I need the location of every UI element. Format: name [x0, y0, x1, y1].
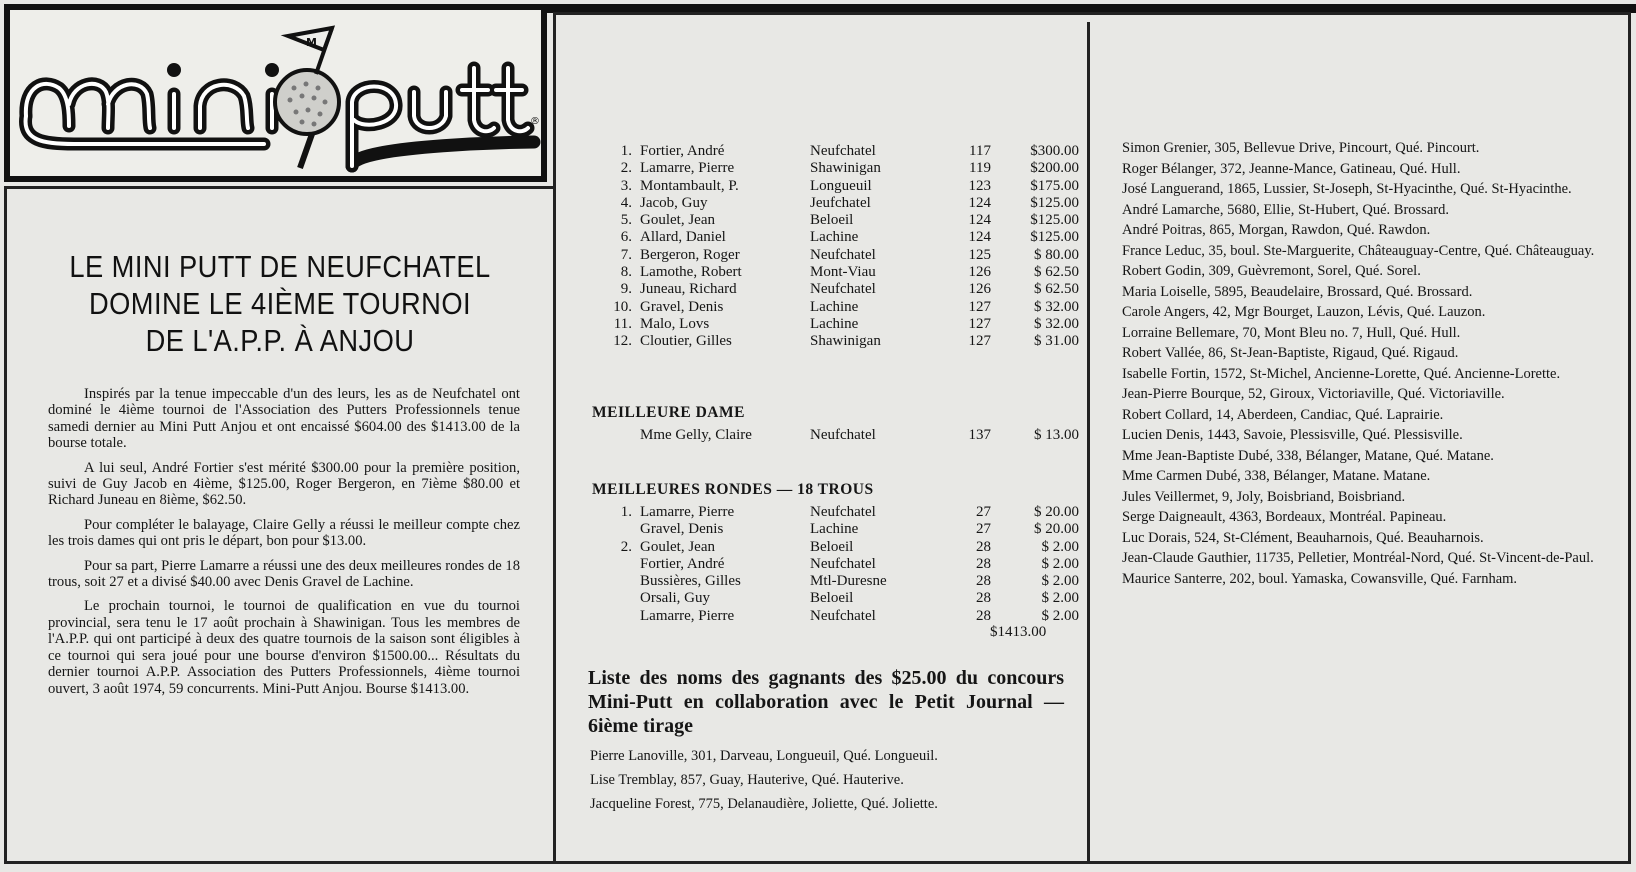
result-rank: 1. [620, 143, 632, 159]
result-row [590, 521, 1079, 538]
player-name: Malo, Lovs [640, 315, 710, 332]
best-rounds-table [590, 504, 1079, 625]
club-name: Neufchatel [810, 607, 876, 624]
winner-entry: Lorraine Bellemare, 70, Mont Bleu no. 7, Hull, Qué. Hull. [1122, 324, 1461, 341]
winner-entry: Mme Carmen Dubé, 338, Bélanger, Matane. Matane. [1122, 468, 1431, 484]
player-name: Fortier, André [640, 555, 725, 572]
player-score: 137 [968, 427, 991, 443]
headline-line-2: DOMINE LE 4IÈME TOURNOI [88, 286, 472, 321]
winner-entry: Luc Dorais, 524, St-Clément, Beauharnois, Qué. Beauharnois. [1122, 529, 1484, 546]
club-name: Lachine [810, 298, 859, 315]
prize-amount: $ 2.00 [1041, 538, 1079, 555]
winner-entry: Maurice Santerre, 202, boul. Yamaska, Cowansville, Qué. Farnham. [1122, 570, 1518, 587]
winner-entry: Jean-Pierre Bourque, 52, Giroux, Victoriaville, Qué. Victoriaville. [1122, 386, 1505, 402]
player-name: Cloutier, Gilles [640, 333, 732, 350]
prize-amount: $125.00 [1030, 229, 1079, 246]
winner-entry: Mme Jean-Baptiste Dubé, 338, Bélanger, Matane, Qué. Matane. [1122, 447, 1494, 464]
player-score: 27 [976, 521, 991, 538]
result-row [590, 608, 1079, 625]
winner-entry: Lise Tremblay, 857, Guay, Hauterive, Qué. Hauterive. [590, 772, 904, 788]
result-rank: 2. [620, 160, 632, 177]
player-score: 27 [976, 504, 991, 520]
prize-amount: $ 31.00 [1034, 333, 1079, 350]
article-paragraph: Inspirés par la tenue impeccable d'un des leurs, les as de Neufchatel ont dominé le 4ième tournoi de l'Association des Putters Professionnels tenue samedi dernier au Mini Putt Anjou et ont encaissé $604.00 des $1413.00 de la bourse totale. [48, 386, 520, 452]
player-score: 28 [976, 573, 991, 590]
winner-entry: Roger Bélanger, 372, Jeanne-Mance, Gatineau, Qué. Hull. [1122, 160, 1461, 177]
headline [60, 248, 500, 359]
player-score: 28 [976, 538, 991, 555]
article-paragraph: Pour compléter le balayage, Claire Gelly a réussi le meilleur compte chez les trois dames qui ont pris le départ, bon pour $13.00. [48, 516, 520, 550]
player-name: Bergeron, Roger [640, 246, 740, 263]
prize-amount: $125.00 [1030, 194, 1079, 211]
result-rank: 4. [620, 194, 632, 211]
player-score: 127 [968, 298, 991, 315]
prize-amount: $175.00 [1030, 177, 1079, 194]
result-rank: 1. [620, 504, 632, 520]
winners-list-right [1122, 140, 1598, 591]
player-score: 127 [968, 315, 991, 332]
winner-entry: Jean-Claude Gauthier, 11735, Pelletier, Montréal-Nord, Qué. St-Vincent-de-Paul. [1122, 550, 1594, 566]
result-row [590, 316, 1079, 333]
result-row [590, 504, 1079, 521]
winners-list-left [590, 744, 1070, 816]
player-name: Fortier, André [640, 143, 725, 159]
prize-amount: $ 2.00 [1041, 607, 1079, 624]
club-name: Neufchatel [810, 246, 876, 263]
prize-amount: $ 20.00 [1034, 504, 1079, 520]
result-row [590, 590, 1079, 607]
result-row [590, 195, 1079, 212]
winner-entry: Lucien Denis, 1443, Savoie, Plessisville, Qué. Plessisville. [1122, 427, 1463, 443]
result-row [590, 160, 1079, 177]
winner-entry: Robert Vallée, 86, St-Jean-Baptiste, Rigaud, Qué. Rigaud. [1122, 345, 1459, 361]
prize-amount: $ 2.00 [1041, 590, 1079, 607]
player-name: Lamarre, Pierre [640, 607, 735, 624]
winners-title: Liste des noms des gagnants des $25.00 du concours Mini-Putt en collaboration avec le Petit Journal — 6ième tirage [588, 667, 1064, 737]
mini-putt-logo-graphic [14, 16, 544, 181]
result-rank: 10. [613, 298, 632, 315]
best-rounds-title: MEILLEURES RONDES — 18 TROUS [592, 481, 874, 498]
club-name: Shawinigan [810, 160, 881, 177]
trademark-symbol: ® [530, 116, 540, 127]
result-row [590, 229, 1079, 246]
result-row [590, 299, 1079, 316]
prize-amount: $ 32.00 [1034, 298, 1079, 315]
winner-entry: André Poitras, 865, Morgan, Rawdon, Qué. Rawdon. [1122, 222, 1431, 238]
player-score: 123 [968, 177, 991, 194]
player-score: 117 [969, 143, 991, 159]
player-name: Allard, Daniel [640, 229, 726, 246]
club-name: Neufchatel [810, 555, 876, 572]
result-rank [590, 608, 640, 625]
winner-entry: France Leduc, 35, boul. Ste-Marguerite, Châteauguay-Centre, Qué. Châteauguay. [1122, 242, 1595, 259]
result-rank: 9. [620, 281, 632, 298]
result-rank: 2. [620, 538, 632, 555]
result-rank: 11. [613, 315, 632, 332]
result-rank [590, 427, 640, 444]
club-name: Shawinigan [810, 333, 881, 350]
result-row [590, 178, 1079, 195]
player-name: Gravel, Denis [640, 521, 724, 538]
winner-entry: Robert Collard, 14, Aberdeen, Candiac, Qué. Laprairie. [1122, 406, 1444, 423]
player-score: 127 [968, 333, 991, 350]
player-score: 28 [976, 590, 991, 607]
result-row [590, 539, 1079, 556]
result-rank: 7. [620, 246, 632, 263]
player-name: Juneau, Richard [640, 281, 737, 298]
headline-line-3: DE L'A.P.P. À ANJOU [145, 323, 415, 358]
flag-text: M [306, 36, 317, 49]
club-name: Beloeil [810, 212, 854, 229]
player-score: 124 [968, 194, 991, 211]
prize-amount: $ 80.00 [1034, 246, 1079, 263]
prize-amount: $ 13.00 [1034, 427, 1079, 443]
result-rank [590, 573, 640, 590]
club-name: Lachine [810, 229, 859, 246]
purse-total: $1413.00 [990, 624, 1047, 640]
result-row [590, 333, 1079, 350]
result-row [590, 247, 1079, 264]
article-paragraph: Pour sa part, Pierre Lamarre a réussi une des deux meilleures rondes de 18 trous, soit 27 et a divisé $40.00 avec Denis Gravel de Lachine. [48, 557, 520, 591]
player-name: Orsali, Guy [640, 590, 710, 607]
result-rank [590, 556, 640, 573]
club-name: Lachine [810, 521, 859, 538]
result-rank: 12. [613, 333, 632, 350]
article-body [48, 386, 520, 705]
best-lady-title: MEILLEURE DAME [592, 404, 745, 421]
winner-entry: Jacqueline Forest, 775, Delanaudière, Joliette, Qué. Joliette. [590, 796, 938, 812]
result-row [590, 264, 1079, 281]
player-name: Mme Gelly, Claire [640, 427, 752, 443]
club-name: Lachine [810, 315, 859, 332]
article-paragraph: A lui seul, André Fortier s'est mérité $300.00 pour la première position, suivi de Guy Jacob en 4ième, $125.00, Roger Bergeron, en 7ième $80.00 et Richard Juneau en 8ième, $62.50. [48, 459, 520, 509]
prize-amount: $125.00 [1030, 212, 1079, 229]
player-name: Jacob, Guy [640, 194, 708, 211]
player-name: Gravel, Denis [640, 298, 724, 315]
player-name: Lamothe, Robert [640, 264, 742, 281]
winner-entry: André Lamarche, 5680, Ellie, St-Hubert, Qué. Brossard. [1122, 201, 1449, 218]
winner-entry: José Languerand, 1865, Lussier, St-Joseph, St-Hyacinthe, Qué. St-Hyacinthe. [1122, 181, 1572, 197]
player-score: 124 [968, 212, 991, 229]
prize-amount: $200.00 [1030, 160, 1079, 177]
club-name: Mtl-Duresne [810, 573, 887, 590]
column-divider [1087, 22, 1090, 862]
player-name: Lamarre, Pierre [640, 504, 735, 520]
prize-amount: $ 62.50 [1034, 264, 1079, 281]
winner-entry: Pierre Lanoville, 301, Darveau, Longueuil, Qué. Longueuil. [590, 748, 938, 764]
club-name: Neufchatel [810, 427, 876, 443]
prize-amount: $ 20.00 [1034, 521, 1079, 538]
prize-amount: $ 2.00 [1041, 555, 1079, 572]
result-row [590, 427, 1079, 444]
player-score: 125 [968, 246, 991, 263]
best-lady-table [590, 427, 1079, 444]
result-row [590, 212, 1079, 229]
player-score: 124 [968, 229, 991, 246]
player-score: 28 [976, 607, 991, 624]
player-name: Montambault, P. [640, 177, 739, 194]
club-name: Neufchatel [810, 143, 876, 159]
club-name: Mont-Viau [810, 264, 876, 281]
result-rank: 3. [620, 177, 632, 194]
winner-entry: Jules Veillermet, 9, Joly, Boisbriand, Boisbriand. [1122, 488, 1406, 505]
prize-amount: $ 62.50 [1034, 281, 1079, 298]
club-name: Beloeil [810, 590, 854, 607]
headline-line-1: LE MINI PUTT DE NEUFCHATEL [69, 249, 491, 284]
player-score: 126 [968, 281, 991, 298]
player-score: 126 [968, 264, 991, 281]
result-rank [590, 521, 640, 538]
result-rank: 6. [620, 229, 632, 246]
prize-amount: $ 2.00 [1041, 573, 1079, 590]
club-name: Longueuil [810, 177, 872, 194]
article-paragraph: Le prochain tournoi, le tournoi de qualification en vue du tournoi provincial, sera tenu le 17 août prochain à Shawinigan. Tous les membres de l'A.P.P. qui ont participé à deux des quatre tournois de la saison sont éligibles à ce tournoi qui sera joué pour une bourse d'environ $1500.00... Résultats du dernier tournoi A.P.P. Association des Putters Professionnels, 4ième tournoi ouvert, 3 août 1974, 59 concurrents. Mini-Putt Anjou. Bourse $1413.00. [48, 598, 520, 697]
result-rank [590, 590, 640, 607]
winner-entry: Maria Loiselle, 5895, Beaudelaire, Brossard, Qué. Brossard. [1122, 283, 1473, 300]
player-name: Goulet, Jean [640, 212, 715, 229]
player-name: Goulet, Jean [640, 538, 715, 555]
winner-entry: Robert Godin, 309, Guèvremont, Sorel, Qué. Sorel. [1122, 263, 1421, 279]
result-row [590, 556, 1079, 573]
player-score: 28 [976, 555, 991, 572]
club-name: Neufchatel [810, 281, 876, 298]
prize-amount: $300.00 [1030, 143, 1079, 159]
prize-amount: $ 32.00 [1034, 315, 1079, 332]
result-row [590, 143, 1079, 160]
player-name: Bussières, Gilles [640, 573, 741, 590]
winner-entry: Simon Grenier, 305, Bellevue Drive, Pincourt, Qué. Pincourt. [1122, 140, 1480, 156]
results-table [590, 143, 1079, 351]
club-name: Jeufchatel [810, 194, 871, 211]
result-row [590, 281, 1079, 298]
player-score: 119 [969, 160, 991, 177]
club-name: Neufchatel [810, 504, 876, 520]
player-name: Lamarre, Pierre [640, 160, 735, 177]
winner-entry: Carole Angers, 42, Mgr Bourget, Lauzon, Lévis, Qué. Lauzon. [1122, 304, 1486, 320]
mini-putt-logo [4, 4, 547, 182]
winner-entry: Isabelle Fortin, 1572, St-Michel, Ancienne-Lorette, Qué. Ancienne-Lorette. [1122, 365, 1561, 382]
club-name: Beloeil [810, 538, 854, 555]
result-rank: 5. [620, 212, 632, 229]
result-row [590, 573, 1079, 590]
result-rank: 8. [620, 264, 632, 281]
winner-entry: Serge Daigneault, 4363, Bordeaux, Montréal. Papineau. [1122, 509, 1447, 525]
